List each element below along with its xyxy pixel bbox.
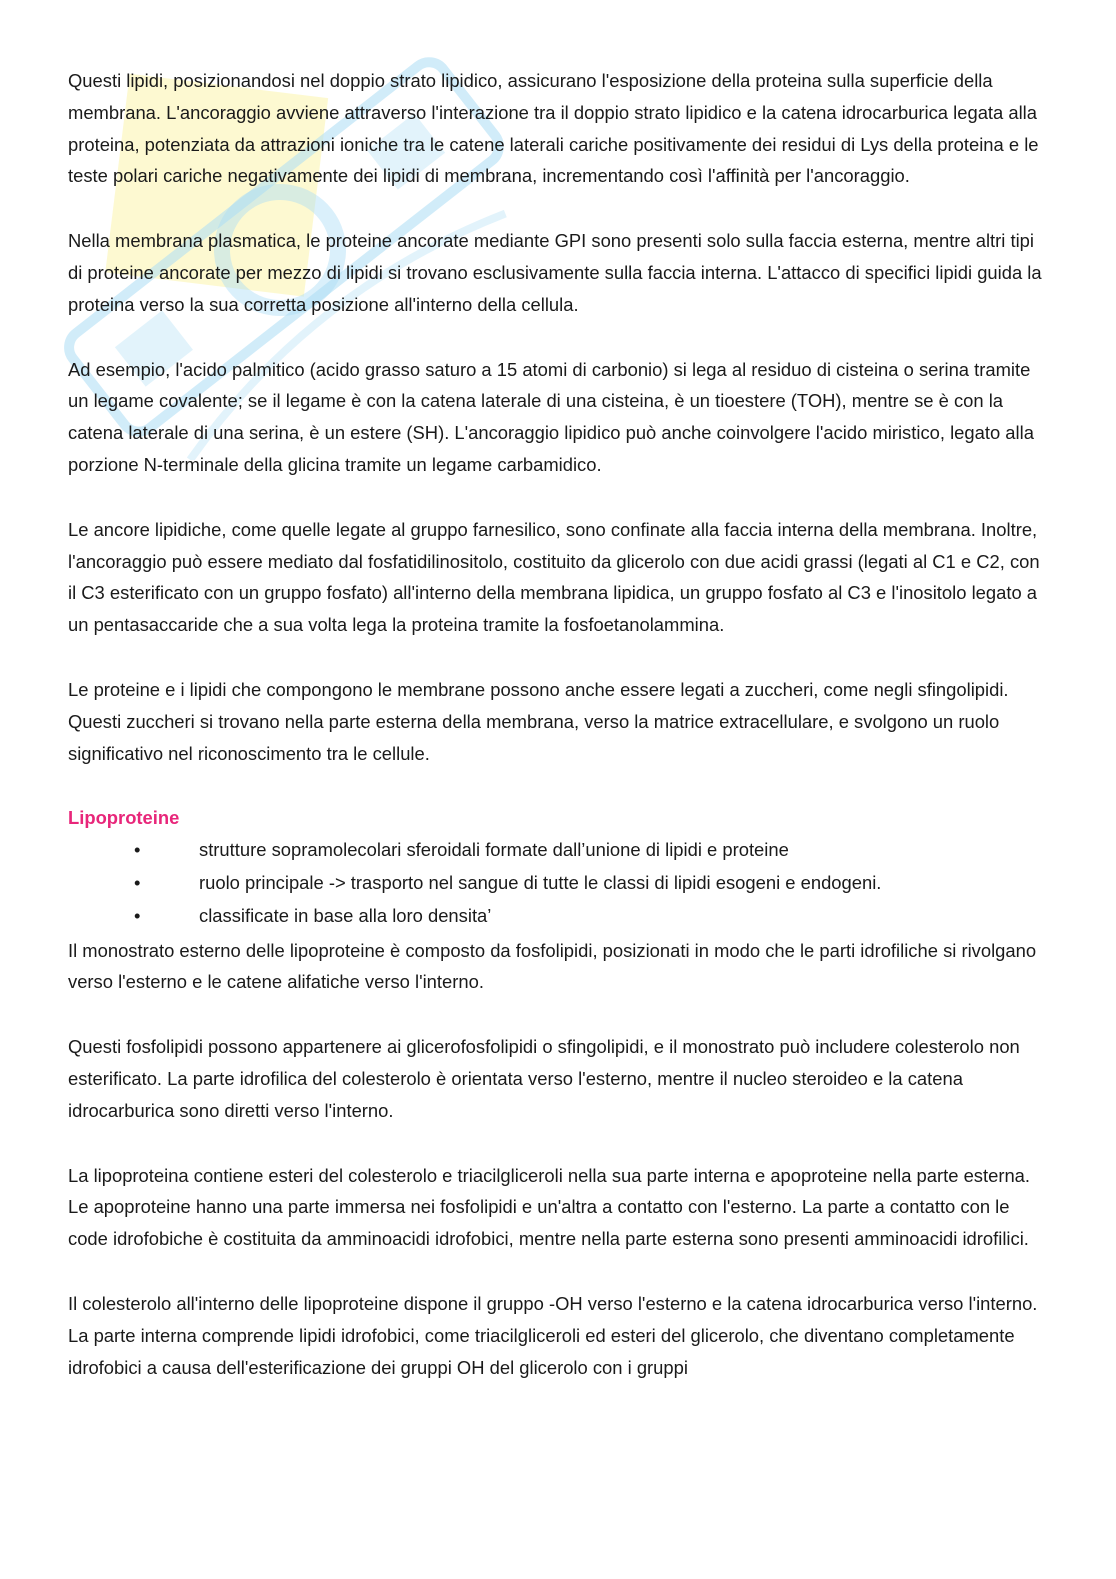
paragraph-lipid-anchors: Le ancore lipidiche, come quelle legate al gruppo farnesilico, sono confinate alla faccia interna della membrana. Inoltre, l'ancoraggio può essere mediato dal fosfatidilinositolo, costituito da glicerolo con due acidi grassi (legati al C1 e C2, con il C3 esterificato con un gruppo fosfato) all'interno della membrana lipidica, un gruppo fosfato al C3 e l'inositolo legato a un pentasaccaride che a sua volta lega la proteina tramite la fosfoetanolammina. bbox=[68, 518, 1040, 636]
paragraph-glycosylation: Le proteine e i lipidi che compongono le membrane possono anche essere legati a zuccheri, come negli sfingolipidi. Questi zuccheri si trovano nella parte esterna della membrana, verso la matrice extracellulare, e svolgono un ruolo significativo nel riconoscimento tra le cellule. bbox=[68, 678, 1009, 764]
list-item bbox=[68, 834, 1043, 867]
section-heading-lipoproteine: Lipoproteine bbox=[68, 807, 180, 829]
bullet-icon: • bbox=[134, 904, 141, 926]
bullet-icon: • bbox=[134, 839, 141, 861]
list-item bbox=[68, 900, 1043, 933]
document-page bbox=[68, 65, 1043, 1416]
list-item-text: ruolo principale -> trasporto nel sangue di tutte le classi di lipidi esogeni e endogeni. bbox=[199, 871, 882, 893]
list-item-text: strutture sopramolecolari sferoidali formate dall’unione di lipidi e proteine bbox=[199, 839, 789, 861]
paragraph-gpi-exposure: Questi lipidi, posizionandosi nel doppio strato lipidico, assicurano l'esposizione della proteina sulla superficie della membrana. L'ancoraggio avviene attraverso l'interazione tra il doppio strato lipidico e la catena idrocarburica legata alla proteina, potenziata da attrazioni ioniche tra le catene laterali cariche positivamente dei residui di Lys della proteina e le teste polari cariche negativamente dei lipidi di membrana, incrementando così l'affinità per l'ancoraggio. bbox=[68, 70, 1039, 187]
list-item-text: classificate in base alla loro densita’ bbox=[199, 904, 492, 926]
list-item bbox=[68, 867, 1043, 900]
paragraph-palmitic-acid: Ad esempio, l'acido palmitico (acido grasso saturo a 15 atomi di carbonio) si lega al residuo di cisteina o serina tramite un legame covalente; se il legame è con la catena laterale di una cisteina, è un tioestere (TOH), mentre se è con la catena laterale di una serina, è un estere (SH). L'ancoraggio lipidico può anche coinvolgere l'acido miristico, legato alla porzione N-terminale della glicina tramite un legame carbamidico. bbox=[68, 358, 1034, 475]
paragraph-apoproteins: La lipoproteina contiene esteri del colesterolo e triacilgliceroli nella sua parte interna e apoproteine nella parte esterna. Le apoproteine hanno una parte immersa nei fosfolipidi e un'altra a contatto con l'esterno. La parte a contatto con le code idrofobiche è costituita da amminoacidi idrofobici, mentre nella parte esterna sono presenti amminoacidi idrofilici. bbox=[68, 1164, 1031, 1250]
paragraph-gpi-anchoring: Nella membrana plasmatica, le proteine ancorate mediante GPI sono presenti solo sulla faccia esterna, mentre altri tipi di proteine ancorate per mezzo di lipidi si trovano esclusivamente sulla faccia interna. L'attacco di specifici lipidi guida la proteina verso la sua corretta posizione all'interno della cellula. bbox=[68, 230, 1042, 315]
paragraph-cholesterol: Il colesterolo all'interno delle lipoproteine dispone il gruppo -OH verso l'esterno e la catena idrocarburica verso l'interno. La parte interna comprende lipidi idrofobici, come triacilgliceroli ed esteri del glicerolo, che diventano completamente idrofobici a causa dell'esterificazione dei gruppi OH del glicerolo con i gruppi bbox=[68, 1292, 1038, 1378]
paragraph-monolayer: Il monostrato esterno delle lipoproteine è composto da fosfolipidi, posizionati in modo che le parti idrofiliche si rivolgano verso l'esterno e le catene alifatiche verso l'interno. bbox=[68, 939, 1037, 993]
lipoprotein-bullet-list bbox=[68, 834, 1043, 932]
bullet-icon: • bbox=[134, 871, 141, 893]
paragraph-phospholipids: Questi fosfolipidi possono appartenere ai glicerofosfolipidi o sfingolipidi, e il monostrato può includere colesterolo non esterificato. La parte idrofilica del colesterolo è orientata verso l'esterno, mentre il nucleo steroideo e la catena idrocarburica sono diretti verso l'interno. bbox=[68, 1036, 1020, 1121]
